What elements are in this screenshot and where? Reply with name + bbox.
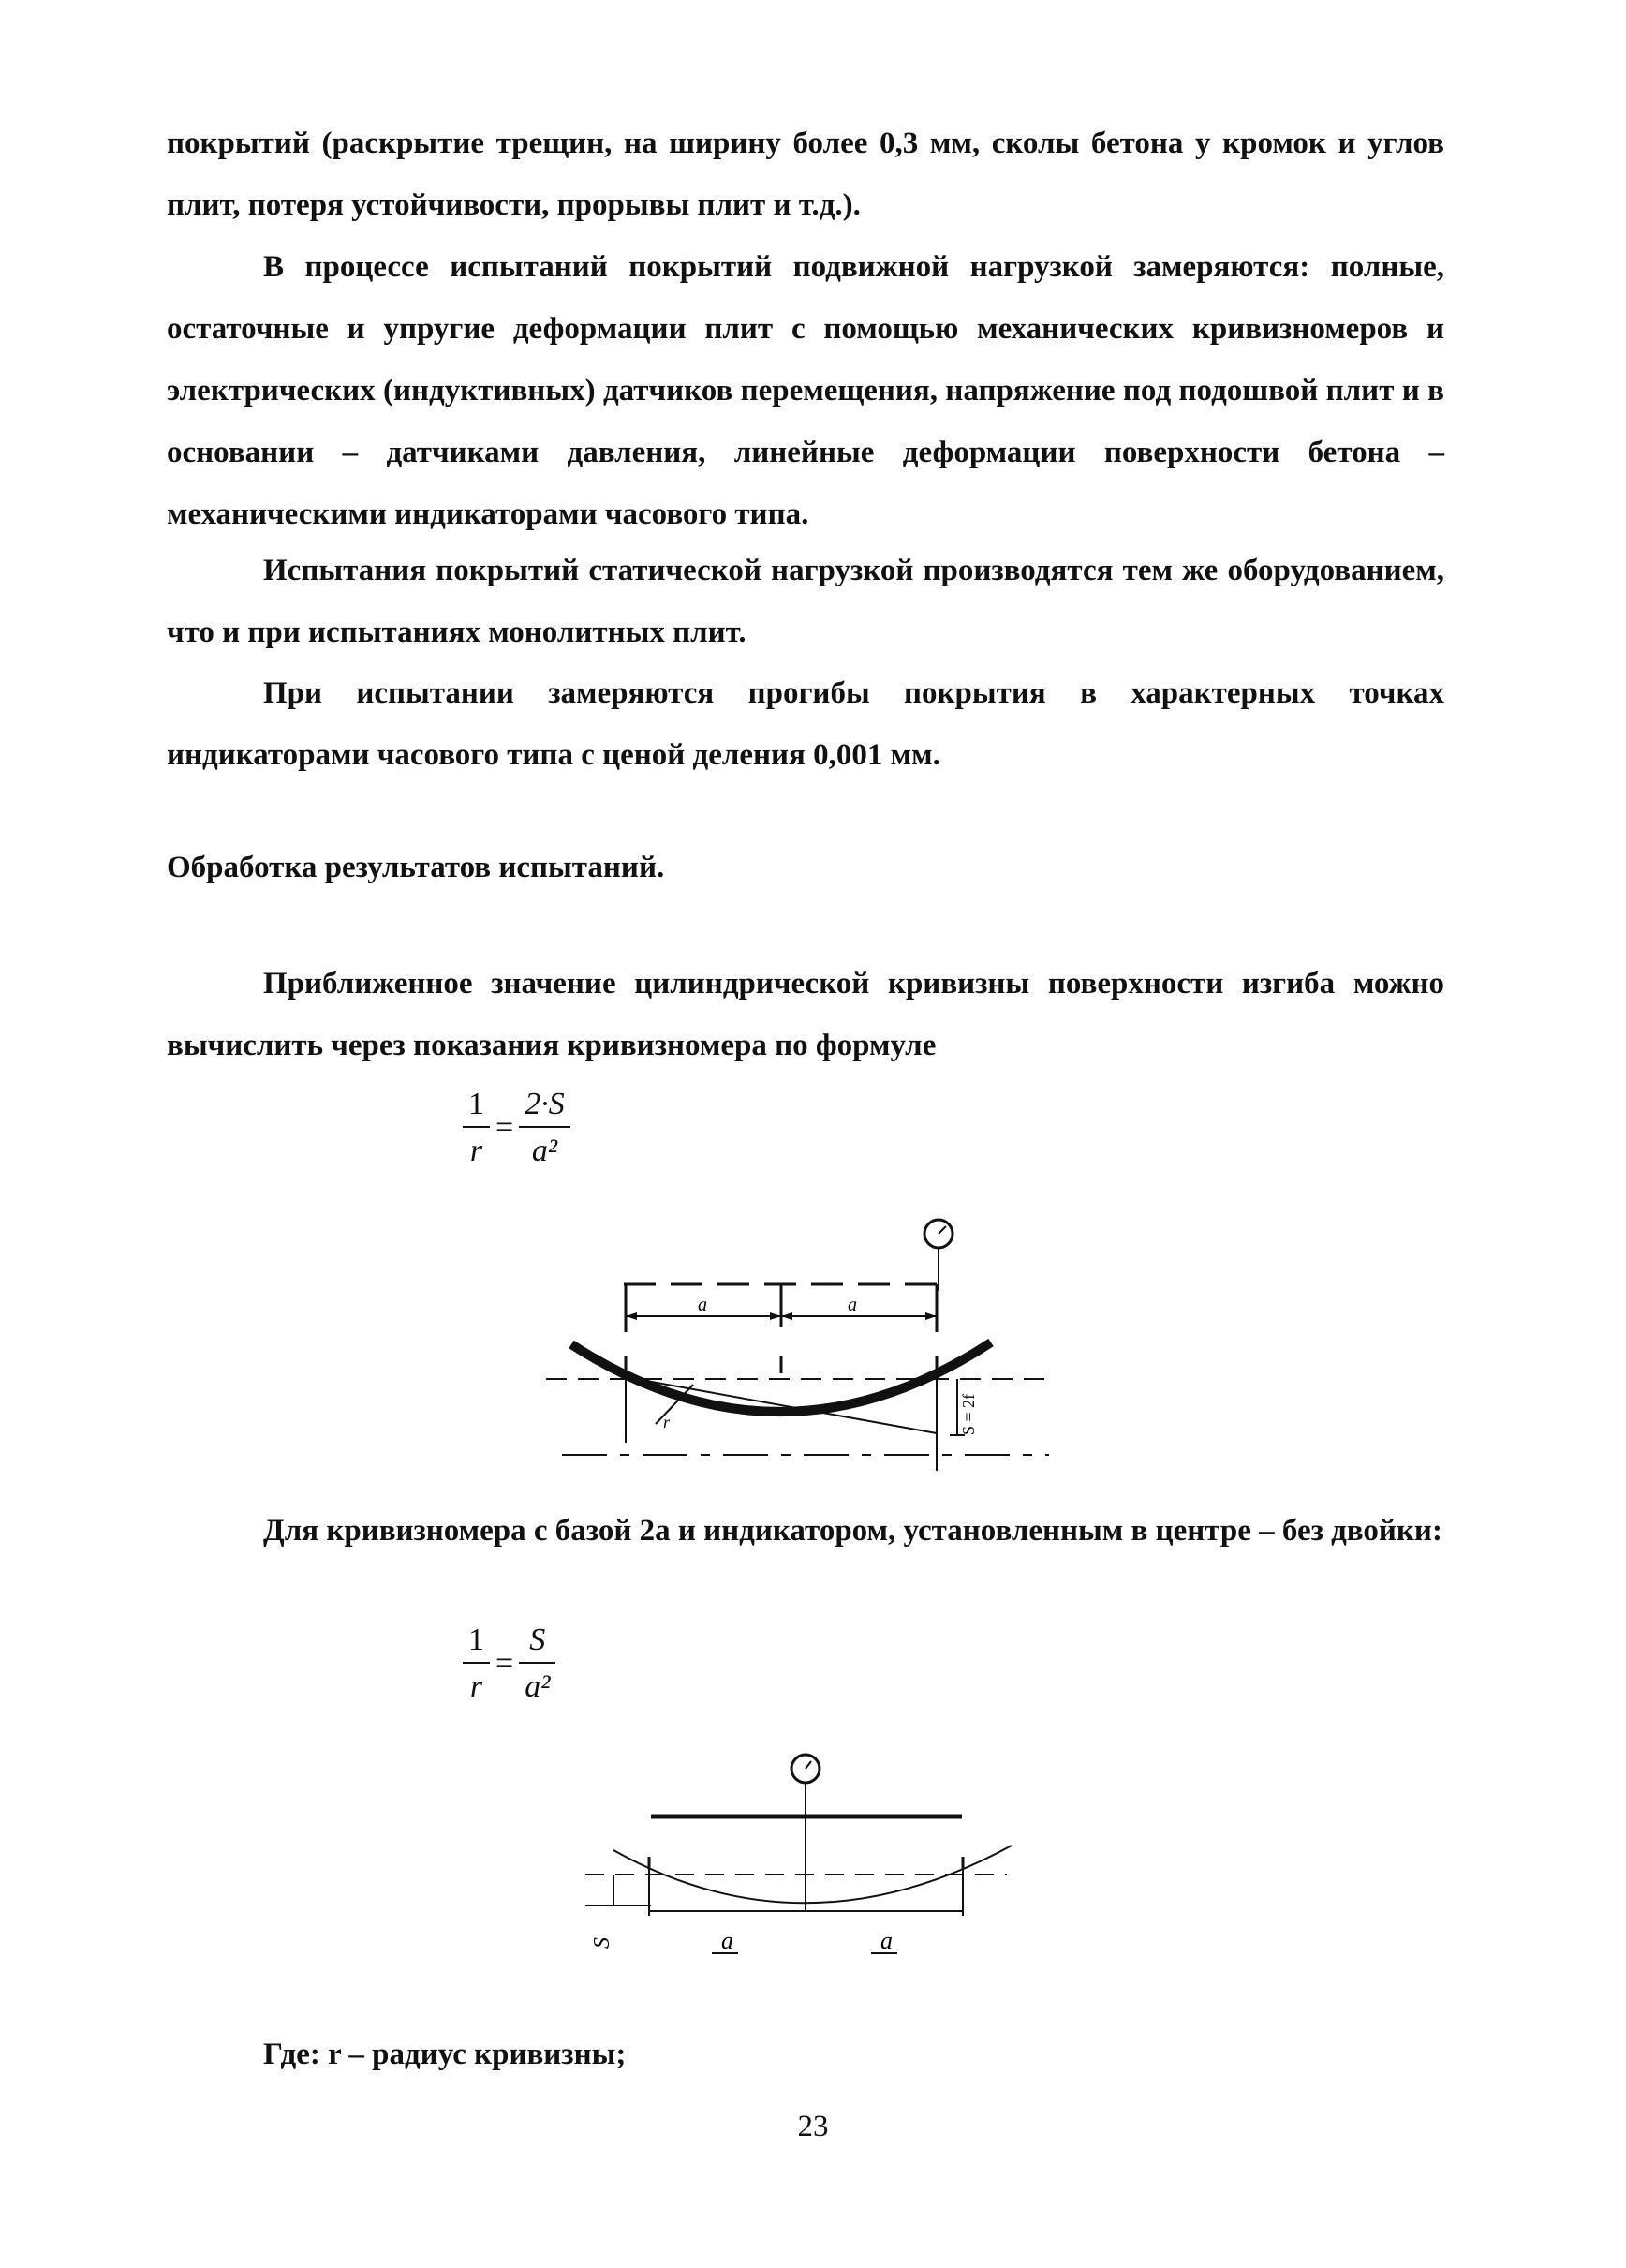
paragraph-text: Где: r – радиус кривизны; [263,2038,627,2071]
page-number: 23 [797,2110,829,2143]
fraction-right: $\frac{2\cdot S}{\text{a²}}$ [519,1087,570,1169]
fraction-right: $\frac{S}{\text{a²}}$ [519,1623,555,1705]
section-heading: Обработка результатов испытаний. [167,851,665,884]
paragraph-text: При испытании замеряются прогибы покрытия в характерных точках индикаторами часового типа с ценой деления 0,001 мм. [167,676,1444,772]
paragraph-text: Приближенное значение цилиндрической кривизны поверхности изгиба можно вычислить через показания кривизномера по формуле [167,967,1444,1062]
sagitta-label: S [590,1937,614,1949]
paragraph-text: Испытания покрытий статической нагрузкой производятся тем же оборудованием, что и при испытаниях монолитных плит. [167,554,1444,649]
paragraph-text: В процессе испытаний покрытий подвижной нагрузкой замеряются: полные, остаточные и упругие деформации плит с помощью механических кривизномеров и электрических (индуктивных) датчиков перемещения, напряжение под подошвой плит и в основании – датчиками давления, линейные деформации поверхности бетона – механическими индикаторами часового типа. [167,250,1444,531]
dimension-label-a: a [880,1927,893,1954]
fraction-left: $\frac{1}{r}$ [463,1087,490,1169]
formula-curvature-2s: $\frac{1}{r}$ = $\frac{2\cdot S}{\text{a²}}$ [463,1087,570,1169]
paragraph-text: Для кривизномера с базой 2а и индикатором, установленным в центре – без двойки: [263,1514,1442,1548]
dimension-label-a: a [721,1927,733,1954]
radius-label: r [663,1413,671,1431]
fraction-left: $\frac{1}{r}$ [463,1623,490,1705]
sagitta-label: S = 2f [959,1393,978,1435]
dimension-label-a: a [698,1295,707,1315]
dimension-label-a: a [848,1295,857,1315]
paragraph-text: покрытий (раскрытие трещин, на ширину более 0,3 мм, сколы бетона у кромок и углов плит, потеря устойчивости, прорывы плит и т.д.). [167,126,1444,222]
formula-curvature-s: $\frac{1}{r}$ = $\frac{S}{\text{a²}}$ [463,1623,555,1705]
paragraph-where [263,2023,1200,2085]
